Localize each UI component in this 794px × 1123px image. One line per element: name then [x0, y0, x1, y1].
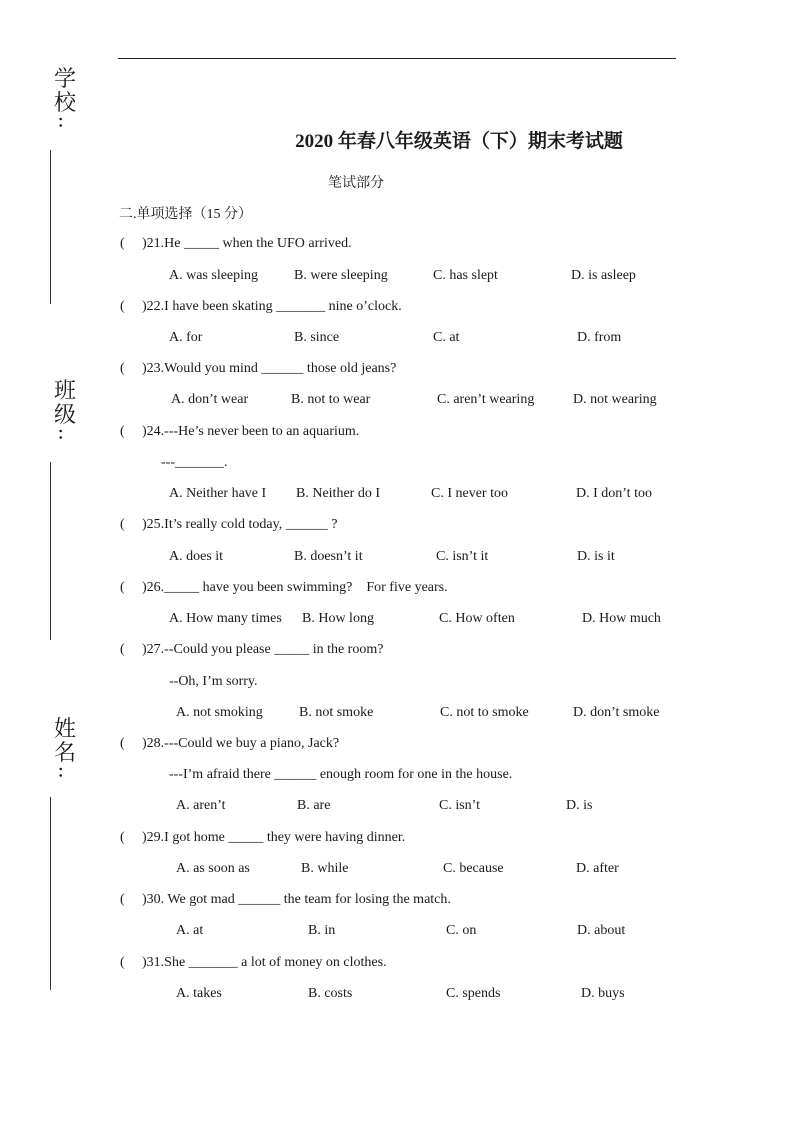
option-a: A. at [176, 923, 204, 938]
option-c: C. not to smoke [440, 705, 529, 720]
question-25 [120, 516, 337, 534]
option-d: D. after [576, 861, 619, 876]
section-heading: 二.单项选择（15 分） [119, 207, 252, 222]
answer-paren[interactable]: ( [120, 361, 125, 376]
option-c: C. because [443, 861, 504, 876]
question-stem: )29.I got home _____ they were having dinner. [142, 830, 406, 845]
option-b: B. were sleeping [294, 268, 388, 283]
school-label [50, 67, 80, 131]
answer-paren[interactable]: ( [120, 424, 125, 439]
question-stem: )24.---He’s never been to an aquarium. [142, 424, 360, 439]
question-stem: )23.Would you mind ______ those old jeans? [142, 361, 397, 376]
option-a: A. takes [176, 986, 222, 1001]
school-char-2: 校 [53, 91, 76, 116]
option-b: B. costs [308, 986, 353, 1001]
question-28 [120, 735, 339, 753]
name-label [50, 717, 80, 781]
answer-paren[interactable]: ( [120, 892, 125, 907]
question-31 [120, 954, 387, 972]
name-colon: ： [56, 762, 73, 781]
question-26 [120, 579, 448, 597]
option-a: A. for [169, 330, 203, 345]
question-27-response: --Oh, I’m sorry. [169, 674, 258, 689]
option-c: C. on [446, 923, 477, 938]
question-stem: )28.---Could we buy a piano, Jack? [142, 736, 340, 751]
option-a: A. not smoking [176, 705, 263, 720]
class-write-line [50, 462, 51, 640]
option-a: A. aren’t [176, 798, 226, 813]
option-a: A. don’t wear [171, 392, 249, 407]
exam-title: 2020 年春八年级英语（下）期末考试题 [295, 131, 623, 152]
option-b: B. in [308, 923, 336, 938]
option-b: B. not smoke [299, 705, 374, 720]
option-c: C. How often [439, 611, 515, 626]
option-b: B. not to wear [291, 392, 371, 407]
option-d: D. not wearing [573, 392, 657, 407]
option-d: D. is [566, 798, 593, 813]
option-d: D. buys [581, 986, 625, 1001]
question-27 [120, 641, 383, 659]
question-stem: )27.--Could you please _____ in the room? [142, 642, 384, 657]
option-d: D. I don’t too [576, 486, 652, 501]
question-24 [120, 423, 359, 441]
option-d: D. don’t smoke [573, 705, 660, 720]
answer-paren[interactable]: ( [120, 642, 125, 657]
option-c: C. isn’t [439, 798, 480, 813]
option-b: B. How long [302, 611, 374, 626]
exam-subtitle: 笔试部分 [328, 176, 384, 191]
question-22 [120, 298, 402, 316]
question-21 [120, 235, 352, 253]
question-stem: )22.I have been skating _______ nine o’clock. [142, 299, 402, 314]
option-c: C. I never too [431, 486, 508, 501]
school-write-line [50, 150, 51, 304]
option-c: C. spends [446, 986, 501, 1001]
question-stem: )25.It’s really cold today, ______ ? [142, 517, 338, 532]
option-a: A. Neither have I [169, 486, 267, 501]
option-d: D. is it [577, 549, 615, 564]
option-b: B. are [297, 798, 331, 813]
option-c: C. isn’t it [436, 549, 489, 564]
answer-paren[interactable]: ( [120, 955, 125, 970]
question-23 [120, 360, 396, 378]
header-rule [118, 58, 676, 59]
option-a: A. as soon as [176, 861, 250, 876]
answer-paren[interactable]: ( [120, 736, 125, 751]
answer-paren[interactable]: ( [120, 580, 125, 595]
name-char-2: 名 [53, 741, 76, 766]
answer-paren[interactable]: ( [120, 830, 125, 845]
question-stem: )31.She _______ a lot of money on clothes. [142, 955, 387, 970]
question-28-response: ---I’m afraid there ______ enough room for one in the house. [169, 767, 513, 782]
option-b: B. doesn’t it [294, 549, 363, 564]
class-colon: ： [56, 424, 73, 443]
option-a: A. was sleeping [169, 268, 259, 283]
option-b: B. while [301, 861, 349, 876]
option-d: D. How much [582, 611, 661, 626]
option-c: C. has slept [433, 268, 498, 283]
option-d: D. is asleep [571, 268, 636, 283]
question-stem: )30. We got mad ______ the team for losing the match. [142, 892, 451, 907]
option-d: D. about [577, 923, 626, 938]
option-b: B. Neither do I [296, 486, 380, 501]
class-char-2: 级 [53, 403, 76, 428]
answer-paren[interactable]: ( [120, 236, 125, 251]
question-stem: )26._____ have you been swimming? For five years. [142, 580, 448, 595]
name-char-1: 姓 [53, 717, 76, 742]
option-c: C. aren’t wearing [437, 392, 535, 407]
school-colon: ： [56, 112, 73, 131]
school-char-1: 学 [53, 67, 76, 92]
option-d: D. from [577, 330, 622, 345]
question-29 [120, 829, 405, 847]
question-30 [120, 891, 451, 909]
option-c: C. at [433, 330, 460, 345]
answer-paren[interactable]: ( [120, 299, 125, 314]
class-label [50, 379, 80, 443]
option-a: A. does it [169, 549, 224, 564]
option-b: B. since [294, 330, 340, 345]
class-char-1: 班 [53, 379, 76, 404]
question-stem: )21.He _____ when the UFO arrived. [142, 236, 352, 251]
answer-paren[interactable]: ( [120, 517, 125, 532]
option-a: A. How many times [169, 611, 282, 626]
name-write-line [50, 797, 51, 990]
question-24-response: ---_______. [161, 455, 228, 470]
